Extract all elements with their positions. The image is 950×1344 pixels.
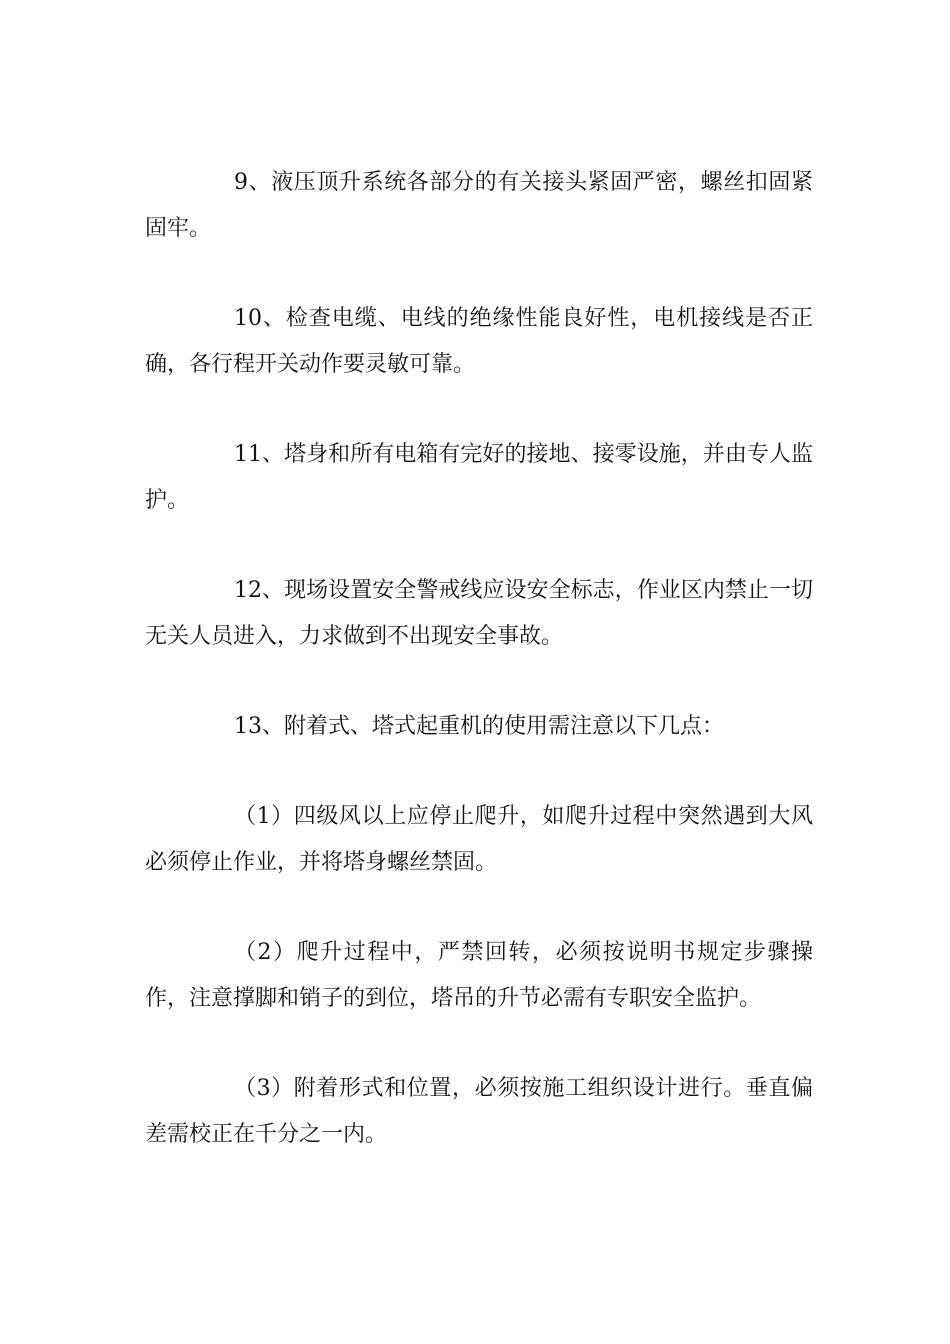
paragraph-item-10: 10、检查电缆、电线的绝缘性能良好性，电机接线是否正确，各行程开关动作要灵敏可靠。	[145, 306, 813, 377]
paragraph-subitem-1: （1）四级风以上应停止爬升，如爬升过程中突然遇到大风必须停止作业，并将塔身螺丝禁固。	[145, 804, 813, 875]
paragraph-item-12: 12、现场设置安全警戒线应设安全标志，作业区内禁止一切无关人员进入，力求做到不出现安全事故。	[145, 578, 813, 649]
document-body	[145, 160, 813, 1202]
paragraph-subitem-2: （2）爬升过程中，严禁回转，必须按说明书规定步骤操作，注意撑脚和销子的到位，塔吊的升节必需有专职安全监护。	[145, 940, 813, 1011]
paragraph-item-13: 13、附着式、塔式起重机的使用需注意以下几点：	[234, 714, 724, 739]
paragraph-subitem-3: （3）附着形式和位置，必须按施工组织设计进行。垂直偏差需校正在千分之一内。	[145, 1076, 813, 1147]
paragraph-item-11: 11、塔身和所有电箱有完好的接地、接零设施，并由专人监护。	[145, 442, 813, 513]
paragraph-item-9: 9、液压顶升系统各部分的有关接头紧固严密，螺丝扣固紧固牢。	[145, 170, 813, 241]
